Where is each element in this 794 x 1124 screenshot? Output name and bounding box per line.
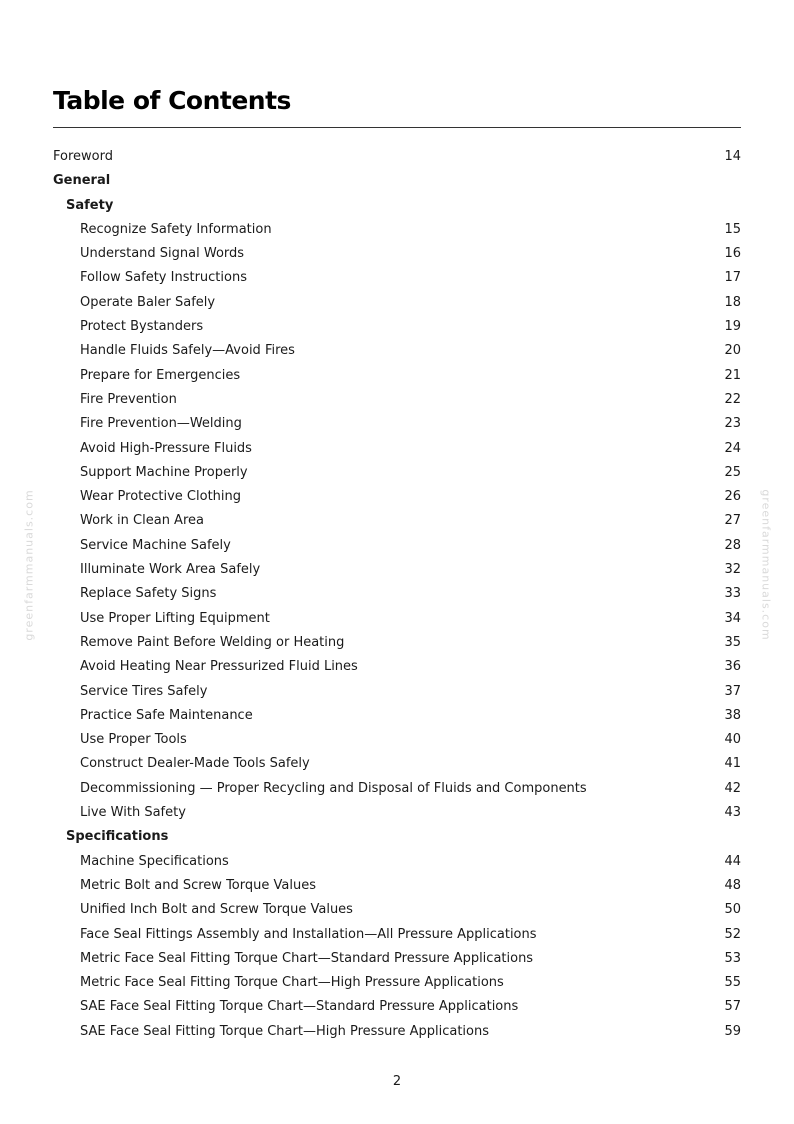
toc-page-number: 36 [724,659,741,675]
toc-page-number: 19 [724,319,741,335]
toc-entry-label: Live With Safety [80,805,186,821]
toc-entry-label: Service Machine Safely [80,537,231,553]
toc-section-heading [53,194,741,218]
watermark-right: greenfarmmanuals.com [759,489,773,641]
toc-entry[interactable] [53,364,741,388]
toc-page-number: 37 [724,683,741,699]
toc-entry[interactable] [53,412,741,436]
toc-entry-label: Practice Safe Maintenance [80,707,253,723]
toc-page-number: 44 [724,853,741,869]
toc-entry[interactable] [53,582,741,606]
toc-entry-label: Service Tires Safely [80,683,208,699]
toc-page-number: 33 [724,586,741,602]
toc-page-number: 23 [724,416,741,432]
toc-page-number: 15 [724,221,741,237]
toc-entry-label: Use Proper Lifting Equipment [80,610,270,626]
toc-page-number: 25 [724,464,741,480]
toc-entry-label: Metric Face Seal Fitting Torque Chart—Standard Pressure Applications [80,950,534,966]
toc-entry-label: Operate Baler Safely [80,294,216,310]
toc-entry[interactable] [53,242,741,266]
toc-entry-label: Fire Prevention [80,391,177,407]
toc-entry-label: Avoid Heating Near Pressurized Fluid Lines [80,659,358,675]
toc-entry-label: SAE Face Seal Fitting Torque Chart—Standard Pressure Applications [80,999,519,1015]
toc-entry-label: Decommissioning — Proper Recycling and Disposal of Fluids and Components [80,780,587,796]
toc-page-number: 42 [724,780,741,796]
toc-entry-label: Follow Safety Instructions [80,270,247,286]
toc-page-number: 55 [724,975,741,991]
toc-entry-label: Support Machine Properly [80,464,248,480]
toc-entry[interactable] [53,315,741,339]
toc-entry-label: Understand Signal Words [80,246,245,262]
toc-entry-label: Machine Specifications [80,853,229,869]
toc-entry[interactable] [53,534,741,558]
toc-section-heading [53,825,741,849]
toc-page-number: 52 [724,926,741,942]
toc-page-number: 28 [724,537,741,553]
toc-entry[interactable] [53,850,741,874]
toc-entry[interactable] [53,388,741,412]
toc-list [53,145,741,1044]
toc-entry-label: Work in Clean Area [80,513,204,529]
toc-entry[interactable] [53,680,741,704]
toc-page-number: 53 [724,950,741,966]
toc-page-number: 17 [724,270,741,286]
toc-page-number: 16 [724,246,741,262]
toc-page-number: 27 [724,513,741,529]
toc-entry[interactable] [53,752,741,776]
watermark-left: greenfarmmanuals.com [22,489,36,641]
toc-entry[interactable] [53,485,741,509]
toc-page-number: 50 [724,902,741,918]
toc-entry[interactable] [53,947,741,971]
toc-entry[interactable] [53,266,741,290]
toc-page-number: 43 [724,805,741,821]
toc-page-number: 22 [724,391,741,407]
toc-entry-label: Handle Fluids Safely—Avoid Fires [80,343,295,359]
toc-page-number: 14 [724,149,741,164]
toc-page-number: 38 [724,707,741,723]
toc-page-number: 20 [724,343,741,359]
toc-entry[interactable] [53,728,741,752]
toc-entry-label: Foreword [53,149,113,164]
toc-entry[interactable] [53,801,741,825]
toc-entry[interactable] [53,971,741,995]
title-divider [53,127,741,128]
toc-entry-label: Illuminate Work Area Safely [80,562,261,578]
toc-entry[interactable] [53,704,741,728]
toc-entry-label: Recognize Safety Information [80,221,272,237]
toc-entry-label: Construct Dealer-Made Tools Safely [80,756,310,772]
toc-entry[interactable] [53,558,741,582]
toc-entry[interactable] [53,898,741,922]
toc-entry-label: Metric Bolt and Screw Torque Values [80,877,316,893]
toc-heading-label: Specifications [66,829,169,845]
toc-entry-label: Wear Protective Clothing [80,489,242,505]
toc-entry-label: Metric Face Seal Fitting Torque Chart—High Pressure Applications [80,975,504,991]
toc-entry-label: Avoid High-Pressure Fluids [80,440,252,456]
toc-page-number: 34 [724,610,741,626]
toc-entry[interactable] [53,291,741,315]
toc-page-number: 18 [724,294,741,310]
toc-entry[interactable] [53,339,741,363]
toc-entry-label: Remove Paint Before Welding or Heating [80,634,345,650]
toc-entry[interactable] [53,461,741,485]
toc-section-heading [53,169,741,193]
page-number: 2 [392,1074,402,1089]
toc-entry[interactable] [53,655,741,679]
toc-page-number: 21 [724,367,741,383]
toc-page-number: 41 [724,756,741,772]
toc-entry[interactable] [53,437,741,461]
toc-page-number: 24 [724,440,741,456]
toc-entry[interactable] [53,1020,741,1044]
toc-entry-label: Face Seal Fittings Assembly and Installation—All Pressure Applications [80,926,537,942]
toc-entry[interactable] [53,218,741,242]
toc-heading-label: General [53,173,111,189]
toc-entry-label: Unified Inch Bolt and Screw Torque Values [80,902,353,918]
toc-entry-label: Replace Safety Signs [80,586,217,602]
toc-page-number: 32 [724,562,741,578]
toc-entry-label: Protect Bystanders [80,319,204,335]
toc-entry-label: Use Proper Tools [80,732,187,748]
toc-heading-label: Safety [66,197,114,213]
toc-page-number: 59 [724,1023,741,1039]
toc-entry[interactable] [53,995,741,1019]
toc-entry[interactable] [53,874,741,898]
toc-page-number: 35 [724,634,741,650]
toc-page-number: 48 [724,877,741,893]
toc-entry[interactable] [53,777,741,801]
toc-entry[interactable] [53,145,741,169]
toc-entry-label: Prepare for Emergencies [80,367,241,383]
toc-entry-label: Fire Prevention—Welding [80,416,242,432]
toc-entry[interactable] [53,923,741,947]
toc-entry[interactable] [53,509,741,533]
toc-entry[interactable] [53,631,741,655]
toc-entry[interactable] [53,607,741,631]
toc-entry-label: SAE Face Seal Fitting Torque Chart—High Pressure Applications [80,1023,490,1039]
toc-page-number: 57 [724,999,741,1015]
toc-page-number: 40 [724,732,741,748]
toc-page-number: 26 [724,489,741,505]
page-title: Table of Contents [53,86,291,115]
